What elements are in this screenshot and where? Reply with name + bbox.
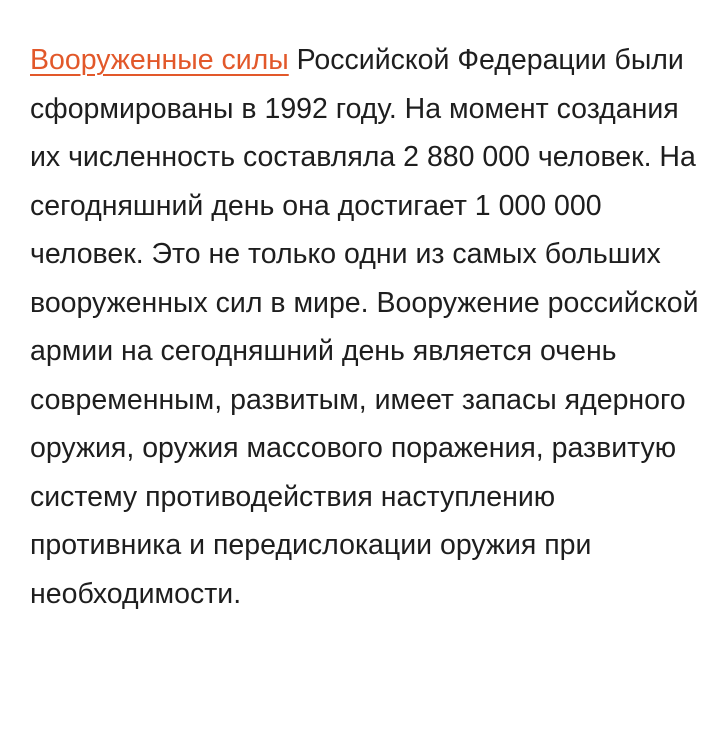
article-body-text: Российской Федерации были сформированы в 1992 году. На момент создания их численность составляла 2 880 000 человек. На сегодняшний день она достигает 1 000 000 человек. Это не только одни из самых больших вооруженных сил в мире. Вооружение российской армии на сегодняшний день является очень современным, развитым, имеет запасы ядерного оружия, оружия массового поражения, развитую систему противодействия наступлению противника и передислокации оружия при необходимости. [30,44,699,610]
article-paragraph [30,36,700,618]
armed-forces-link[interactable]: Вооруженные силы [30,44,289,76]
